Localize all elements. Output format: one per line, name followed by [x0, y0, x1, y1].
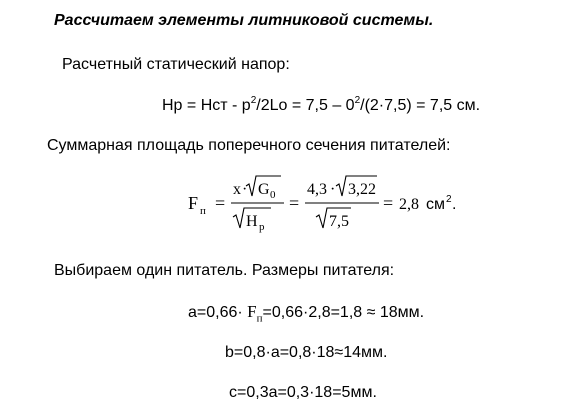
formula-num-root: 3,22: [348, 181, 376, 198]
approx-sign: ≈: [366, 304, 376, 321]
feeder-b-line: [225, 344, 387, 362]
formula-x: x: [233, 181, 241, 198]
formula-equals: =: [383, 193, 394, 213]
formula-equals: =: [289, 193, 300, 213]
formula-G-sub: 0: [270, 189, 276, 201]
formula-unit: см: [426, 196, 445, 213]
formula-num-value: 4,3: [307, 181, 327, 198]
area-formula: [185, 170, 455, 240]
approx-sign: ≈: [334, 344, 344, 361]
feeder-label: Выбираем один питатель. Размеры питателя:: [54, 262, 395, 279]
formula-unit-exp: 2: [446, 194, 452, 205]
formula-part: a=0,66·: [188, 304, 243, 321]
feeder-c-line: c=0,3a=0,3·18=5мм.: [229, 384, 377, 401]
formula-part: /(2·7,5) = 7,5 см.: [360, 97, 481, 114]
formula-exponent: 2: [250, 95, 257, 106]
formula-part: b=0,8·a=0,8·18: [225, 344, 335, 361]
formula-dot: ·: [330, 181, 336, 198]
formula-period: .: [452, 196, 457, 213]
static-head-label: Расчетный статический напор:: [62, 56, 290, 73]
formula-result: 2,8: [399, 196, 419, 213]
formula-F-sub: п: [200, 205, 206, 217]
formula-part: Hр = Hст - р: [162, 97, 251, 114]
area-label: Суммарная площадь поперечного сечения питателей:: [47, 137, 451, 154]
formula-H: H: [246, 213, 258, 230]
formula-G: G: [258, 181, 270, 198]
formula-den-root: 7,5: [329, 213, 349, 230]
formula-part: 14мм.: [343, 344, 388, 361]
formula-dot: ·: [242, 181, 248, 198]
formula-exponent: 2: [354, 95, 361, 106]
static-head-formula: [162, 97, 480, 115]
formula-H-sub: р: [259, 221, 265, 233]
feeder-a-line: [188, 302, 424, 324]
formula-F: F: [188, 193, 199, 213]
section-heading: Рассчитаем элементы литниковой системы.: [54, 12, 434, 29]
formula-equals: =: [215, 193, 226, 213]
formula-F: $F_п$: [247, 302, 263, 325]
formula-part: /2Lo = 7,5 – 0: [256, 97, 355, 114]
formula-part: =0,66·2,8=1,8: [262, 304, 363, 321]
formula-part: 18мм.: [379, 304, 425, 321]
